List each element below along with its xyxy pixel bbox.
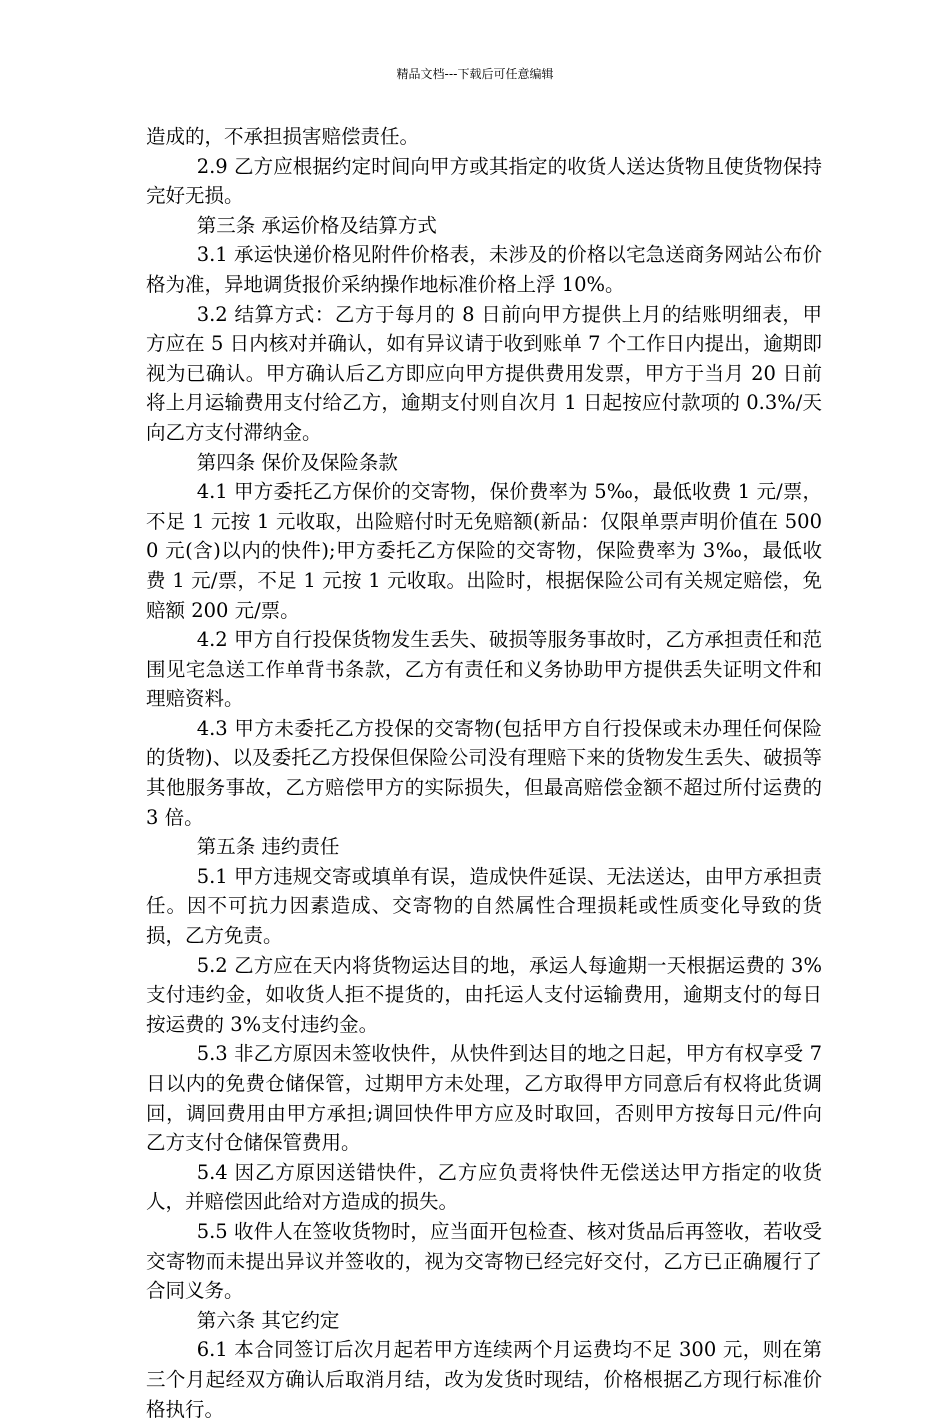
clause-3-2: 3.2 结算方式：乙方于每月的 8 日前向甲方提供上月的结账明细表，甲方应在 5 日内核对并确认，如有异议请于收到账单 7 个工作日内提出，逾期即视为已确认。甲方确认后乙方即应向甲方提供费用发票，甲方于当月 20 日前将上月运输费用支付给乙方，逾期支付则自次月 1 日起按应付款项的 0.3%/天向乙方支付滞纳金。 [146,302,822,444]
clause-5-5: 5.5 收件人在签收货物时，应当面开包检查、核对货品后再签收，若收受交寄物而未提出异议并签收的，视为交寄物已经完好交付，乙方已正确履行了合同义务。 [146,1219,822,1303]
article-6-heading: 第六条 其它约定 [196,1308,340,1332]
contract-body [146,122,822,1424]
clause-4-1: 4.1 甲方委托乙方保价的交寄物，保价费率为 5‰，最低收费 1 元/票，不足 1 元按 1 元收取，出险赔付时无免赔额(新品：仅限单票声明价值在 5000 元(含)以内的快件);甲方委托乙方保险的交寄物，保险费率为 3‰，最低收费 1 元/票，不足 1 元按 1 元收取。出险时，根据保险公司有关规定赔偿，免赔额 200 元/票。 [146,480,822,622]
clause-5-4: 5.4 因乙方原因送错快件，乙方应负责将快件无偿送达甲方指定的收货人，并赔偿因此给对方造成的损失。 [146,1160,822,1214]
clause-5-2: 5.2 乙方应在天内将货物运达目的地，承运人每逾期一天根据运费的 3%支付违约金，如收货人拒不提货的，由托运人支付运输费用，逾期支付的每日按运费的 3%支付违约金。 [146,953,822,1036]
article-3-heading: 第三条 承运价格及结算方式 [196,213,437,237]
paragraph-continuation: 造成的，不承担损害赔偿责任。 [146,125,420,148]
clause-2-9: 2.9 乙方应根据约定时间向甲方或其指定的收货人送达货物且使货物保持完好无损。 [146,154,822,208]
clause-3-1: 3.1 承运快递价格见附件价格表，未涉及的价格以宅急送商务网站公布价格为准，异地调货报价采纳操作地标准价格上浮 10%。 [146,243,822,296]
clause-4-3: 4.3 甲方未委托乙方投保的交寄物(包括甲方自行投保或未办理任何保险的货物)、以及委托乙方投保但保险公司没有理赔下来的货物发生丢失、破损等其他服务事故，乙方赔偿甲方的实际损失，但最高赔偿金额不超过所付运费的 3 倍。 [146,716,822,829]
clause-5-1: 5.1 甲方违规交寄或填单有误，造成快件延误、无法送达，由甲方承担责任。因不可抗力因素造成、交寄物的自然属性合理损耗或性质变化导致的货损，乙方免责。 [146,864,822,948]
clause-4-2: 4.2 甲方自行投保货物发生丢失、破损等服务事故时，乙方承担责任和范围见宅急送工作单背书条款，乙方有责任和义务协助甲方提供丢失证明文件和理赔资料。 [146,628,822,711]
clause-6-1: 6.1 本合同签订后次月起若甲方连续两个月运费均不足 300 元，则在第三个月起经双方确认后取消月结，改为发货时现结，价格根据乙方现行标准价格执行。 [146,1338,822,1421]
article-4-heading: 第四条 保价及保险条款 [196,450,398,474]
article-5-heading: 第五条 违约责任 [196,835,340,859]
clause-5-3: 5.3 非乙方原因未签收快件，从快件到达目的地之日起，甲方有权享受 7 日以内的免费仓储保管，过期甲方未处理，乙方取得甲方同意后有权将此货调回，调回费用由甲方承担;调回快件甲方应及时取回，否则甲方按每日元/件向乙方支付仓储保管费用。 [146,1042,822,1155]
page-header: 精品文档---下载后可任意编辑 [396,67,554,81]
